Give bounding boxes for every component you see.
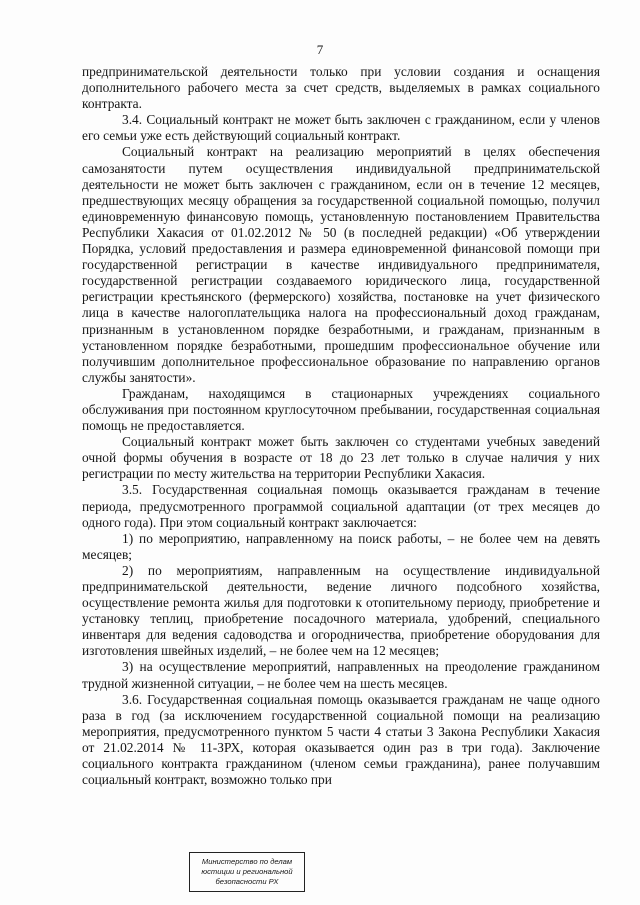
paragraph-3-4: 3.4. Социальный контракт не может быть заключен с гражданином, если у членов его семьи уже есть действующий социальный контракт. (82, 112, 600, 144)
list-item-2: 2) по мероприятиям, направленным на осуществление индивидуальной предпринимательской деятельности, ведение личного подсобного хозяйства, осуществление ремонта жилья для подготовки к отопительному периоду, приобретение и установку теплиц, приобретение посадочного материала, удобрений, специального инвентаря для ведения садоводства и огородничества, приобретение оборудования для изготовления швейных изделий, – не более чем на 12 месяцев; (82, 562, 600, 659)
paragraph-continuation: предпринимательской деятельности только при условии создания и оснащения дополнительного рабочего места за счет средств, выделяемых в рамках социального контракта. (82, 64, 600, 112)
paragraph-3-5: 3.5. Государственная социальная помощь оказывается гражданам в течение периода, предусмотренного программой социальной адаптации (от трех месяцев до одного года). При этом социальный контракт заключается: (82, 482, 600, 530)
stamp-line-3: безопасности РХ (215, 877, 279, 886)
paragraph-students: Социальный контракт может быть заключен со студентами учебных заведений очной формы обучения в возрасте от 18 до 23 лет только в случае наличия у них регистрации по месту жительства на территории Республики Хакасия. (82, 434, 600, 482)
paragraph-3-6: 3.6. Государственная социальная помощь оказывается гражданам не чаще одного раза в год (за исключением государственной социальной помощи на реализацию мероприятия, предусмотренного пунктом 5 части 4 статьи 3 Закона Республики Хакасия от 21.02.2014 № 11-ЗРХ, которая оказывается один раз в три года). Заключение социального контракта гражданином (членом семьи гражданина), ранее получавшим социальный контракт, возможно только при (82, 691, 600, 788)
document-body (82, 64, 600, 788)
page-number: 7 (316, 42, 324, 57)
stamp-line-1: Министерство по делам (201, 857, 293, 866)
stamp-line-2: юстиции и региональной (201, 867, 293, 876)
paragraph-stationary-institutions: Гражданам, находящимся в стационарных учреждениях социального обслуживания при постоянном круглосуточном пребывании, государственная социальная помощь не предоставляется. (82, 385, 600, 434)
ministry-stamp (189, 852, 305, 892)
list-item-3: 3) на осуществление мероприятий, направленных на преодоление гражданином трудной жизненной ситуации, – не более чем на шесть месяцев. (82, 659, 600, 691)
list-item-1: 1) по мероприятию, направленному на поиск работы, – не более чем на девять месяцев; (82, 530, 600, 562)
paragraph-self-employment: Социальный контракт на реализацию мероприятий в целях обеспечения самозанятости путем осуществления индивидуальной предпринимательской деятельности не может быть заключен с гражданином, если он в течение 12 месяцев, предшествующих месяцу обращения за государственной социальной помощью, получил единовременную финансовую помощь, установленную постановлением Правительства Республики Хакасия от 01.02.2012 № 50 (в последней редакции) «Об утверждении Порядка, условий предоставления и размера единовременной финансовой помощи при государственной регистрации в качестве индивидуального предпринимателя, государственной регистрации создаваемого юридического лица, государственной регистрации крестьянского (фермерского) хозяйства, постановке на учет физического лица в качестве налогоплательщика налога на профессиональный доход гражданам, признанным в установленном порядке безработными, и гражданам, признанным в установленном порядке безработными, прошедшим профессиональное обучение или получившим дополнительное профессиональное образование по направлению органов службы занятости». (82, 144, 600, 385)
